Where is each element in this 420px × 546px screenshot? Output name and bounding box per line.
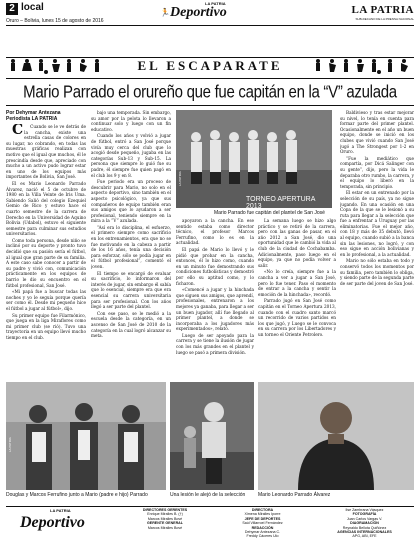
paragraph: El estar en un entrenado por la selección de su país, ya no sigue jugando. En una ocasión en una Copa de la que se le lesionó a su ruta para llegar a la selección que fue a enfrentar a Uruguay por las eliminatorias. Fue el mejor año, con 18 y más de 35 debutó, llevó al equipo, cuando subió a la banca sin las lesiones, no logró, y con eso sigue en acción bolivianas y en lo profesional, a la actualidad.: [340, 190, 414, 257]
portrait-photo: [258, 382, 414, 490]
staff-name: Reynaldo Bellota Quiñónez: [342, 525, 387, 530]
paragraph: La semana luego se hizo algo práctico y se retiró de la carrera, pero con las ganas de pasar, en el año 2012 a San José, dio una oportunidad que le cambió la vida al club de la ciudad de Cochabamba. Adicionalmente, paso luego en el equipo, ya que no podía volver a salir.: [258, 218, 336, 268]
paragraph: Fue periodo era un proceso de descubrir para Mario, no solo en el aspecto deportivo, sino también en el aspecto psicológico, ya que sus compañeros de equipo también eran sus amigos que lo ayudaron a ser profesional, teniendo siempre en la mira a la “V” azulada.: [91, 179, 171, 224]
banner-title: EL ESCAPARATE: [137, 58, 283, 73]
team-photo: [176, 110, 332, 208]
portrait-person-icon: [258, 382, 414, 490]
article-column-3: [176, 218, 254, 380]
article-column-5: [340, 110, 414, 380]
paragraph: «Comencé a jugar y la hinchada que siguen sus amigos, que aprendí, profesionales, entrenaron a los mejores ya ganaba, para llegar a ser un buen jugador, allí fue llegado al primer plantel, a donde se incorporaba a los jugadores más experimentados», relató.: [176, 287, 254, 332]
photo-caption: Mario Leonardo Parrado Álvarez: [258, 492, 331, 498]
paragraph: “Fue la mediático que compartía, por Dicá Salinger con su gente”, dijo, pero la vida le deparaba otro rumbo, la carrera, y el equipo lo liberó en la temporada, sin principio.: [340, 155, 414, 189]
paragraph: Baldivieso y tras estar mejorar su nivel, lo tenía en cuenta para formar parte del primer plantel. Ocasionalmente en el año un buen equipo, donde se inició en los clubes que vivió cuando San José jugó a The Strongest por 1-2 en Oruro.: [340, 110, 414, 155]
footer-deportivo-logo: [10, 508, 100, 542]
photo-credit: LA PATRIA: [178, 171, 182, 186]
article-column-4: [258, 218, 336, 380]
deportivo-logo: [150, 1, 260, 25]
photo-caption: Una lesión le alejó de la selección: [170, 492, 246, 498]
photo-overlay-text: TORNEO APERTURA 2013: [246, 196, 315, 208]
paragraph: Su primer equipo fue Filarmónico, que juega en la liga Miraflores como mi primer club (se rió). Tuvo una trayectoria en un equipo llevó mucho tiempo en el club.: [6, 312, 86, 340]
photo-caption: Douglas y Marcos Ferrufino junto a Mario (padre e hijo) Parrado: [6, 492, 148, 498]
supplement-name: Deportivo: [170, 5, 227, 20]
paragraph: bajo una temporada. Sin embargo, su amor por la pelota lo llevaron a continuar solo y luego con un fin educativo.: [91, 110, 171, 132]
staff-block-3: [315, 508, 414, 539]
byline-author: Por Dehymar Antezana: [6, 110, 61, 116]
page-number: 2: [6, 3, 18, 15]
sports-silhouettes-right-icon: [312, 58, 412, 76]
article-column-2: [91, 110, 171, 380]
paragraph: Parrado jugó en San José como capitán en el Torneo Apertura 2013, cuando con el cuadro santo marcó un recorrido de varios partidos en los que jugó, y Luego se le convoca en su carrera por los Libertadores y un torneo el Oriente Petrolero.: [258, 298, 336, 337]
paragraph: Luego de ser apoyado para la carrera y se tiene la ilusión de jugar con los más grandes en el plantel y luego se pasó a primera división.: [176, 332, 254, 355]
masthead-subtitle: SUB-DECANO DE LA PRENSA NACIONAL: [355, 17, 414, 21]
players-silhouettes-icon: [186, 128, 326, 188]
staff-name: APG, ABI, EFE: [352, 534, 377, 539]
runner-icon: 🏃: [160, 8, 170, 17]
staff-block-2: [215, 508, 310, 539]
byline-role: Periodista LA PATRIA: [6, 116, 58, 122]
staff-block-1: [120, 508, 210, 530]
masthead-brand: LA PATRIA: [351, 4, 414, 16]
staff-name: Freddy Cáceres Ulo: [246, 534, 279, 539]
dateline: Oruro – Bolivia, lunes 15 de agosto de 2016: [6, 18, 104, 24]
staff-name: Juan Carlos Vargas V.: [346, 516, 383, 521]
people-silhouettes-icon: [6, 392, 166, 490]
divider: [6, 105, 414, 106]
injury-photo: [170, 382, 254, 490]
staff-name: Marcos Miralles Bové: [147, 525, 183, 530]
staff-name: Dehymar Antezana C.: [244, 530, 281, 535]
paragraph: Mario no sólo estaba en todo y conservó todos los momentos por su familia, pero también lo obliga, y siendo parte de la segunda parte de ser parte del joven de San José.: [340, 258, 414, 286]
photo-caption: Mario Parrado fue capitán del plantel de San José: [214, 210, 325, 216]
divider: [6, 25, 414, 26]
staff-title: DIRECTORES GERENTES: [142, 508, 188, 512]
paragraph: El papá de Mario lo llevó y le pidió que probar en la cancha, entonces, él lo hizo como, cuando en un minuto fue demostrando sus condiciones futbolísticas y demostró por ello su aptitud como, y lo ficharon.: [176, 246, 254, 286]
staff-name: Saúl Villarroel Fernández: [242, 521, 283, 526]
photo-credit: LA PATRIA: [8, 437, 12, 452]
staff-name: Enrique Miralles B. (†): [147, 512, 183, 517]
paragraph: C Cuando se le ve detrás de la cancha, existe una estrella casas de colores en su lugar, no cobrando, en todas las muestras gráficas realizan con motivo que el igual que muchos, él le prescindía desde que, apreciado con mucho a un activo pudo lograr estar en uno de los equipos más importantes de Bolivia, San José.: [6, 124, 86, 180]
staff-title: FOTOGRAFÍA: [352, 512, 377, 517]
paragraph: El tiempo se encargó de evaluar su sacrificio, lo informaron del interés de jugar, sin embargo él sabía que lo esencial, siempre era que era esencial su carrera universitaria para ser profesional. Con los años llegó a ser parte del plantel.: [91, 270, 171, 310]
staff-title: DIAGRAMACIÓN: [350, 521, 379, 526]
section-name: local: [21, 2, 44, 13]
paragraph: El es Mario Leonardo Parrado Álvarez, nació el 5 de octubre de 1980 en la Villa Veinte de Iris Uma. Sabiendo Salió del colegio Ezequiel Gemio de Rico y estuvo hace el cuarto semestre de la carrera de Derecho en la Universidad de Aquino Bolivia (Udabol), estuvo el siguiente semestre para culminar sus estudios universitarios.: [6, 180, 86, 237]
paragraph: «Mi papá fue a buscar todas las noches y yo le seguía porque quería ser como él. Desde mi pequeño hice el fútbol a jugar al fútbol», dijo.: [6, 289, 86, 311]
paragraph: Como toda persona, desde niño se inclinó por su deporte y pronto tuvo decidió que su pasión sería el fútbol, al igual que gran parte de su familia. A este caso sabe conocer a partir de su padre y vivió con, comunicación prácticamente en los equipos de barrio le dio su encuentro en el fútbol profesional, San José.: [6, 237, 86, 288]
paragraph: «No lo creía, siempre fue a la cancha a ver a jugar a San José, pero lo fue tener. Paso el momento de entrar a la cancha y sentir la emoción de la hinchada», recordó.: [258, 269, 336, 297]
staff-title: REDACCIÓN: [251, 525, 274, 530]
staff-name: Marcos Miralles Bové: [147, 516, 183, 521]
staff-title: AGENCIAS INTERNACIONALES: [337, 530, 392, 535]
paragraph: Cuando los años y volvió a jugar de fútbol, entró a San José porque vivía muy cerca del club que lo acogió desde pequeño, jugaba en las categorías Sub-13 y Sub-15. La persona que siempre lo guió fue su padre, él siempre fue quien pagó en el club los 9 y en 8.: [91, 133, 171, 178]
staff-name: Ilse Zambrana Vásquez: [345, 508, 384, 512]
staff-title: GERENTE GENERAL: [147, 521, 183, 526]
supplement-small: LA PATRIA: [205, 1, 226, 6]
article-column-1: [6, 124, 86, 380]
staff-title: DIRECTORA: [251, 508, 274, 512]
byline: [6, 110, 61, 122]
sports-silhouettes-left-icon: [8, 58, 108, 76]
paragraph: “Así era lo disciplina, el esfuerzo, el primero siempre como sacrificio en los entrenamientos, era que no se fue motivando en la cabeza a partir de los 16 años, tenía una decisión para esforzar, sólo se podía jugar en el fútbol profesional”, comentó el joven.: [91, 224, 171, 270]
footer-logo-small: LA PATRIA: [50, 508, 71, 513]
staff-name: Ximena Miralles Iporre: [244, 512, 281, 517]
family-photo: [6, 382, 166, 490]
injured-player-icon: [170, 382, 254, 490]
footer-logo-name: Deportivo: [20, 514, 85, 531]
paragraph: apoyaron a la cancha. En ese sentido estaba como director técnico, el profesor Marcos Ferrufino, como lo es en la actualidad.: [176, 218, 254, 246]
staff-title: JEFE DE DEPORTES: [244, 516, 281, 521]
article-headline: Mario Parrado el orureño que fue capitán en la “V” azulada: [23, 82, 397, 103]
paragraph: Con ese paso, se le medió a la escuela desde la categoría, en un ascenso de San José de 2010 de la categoría en la cual logró alcanzar su meta.: [91, 310, 171, 339]
